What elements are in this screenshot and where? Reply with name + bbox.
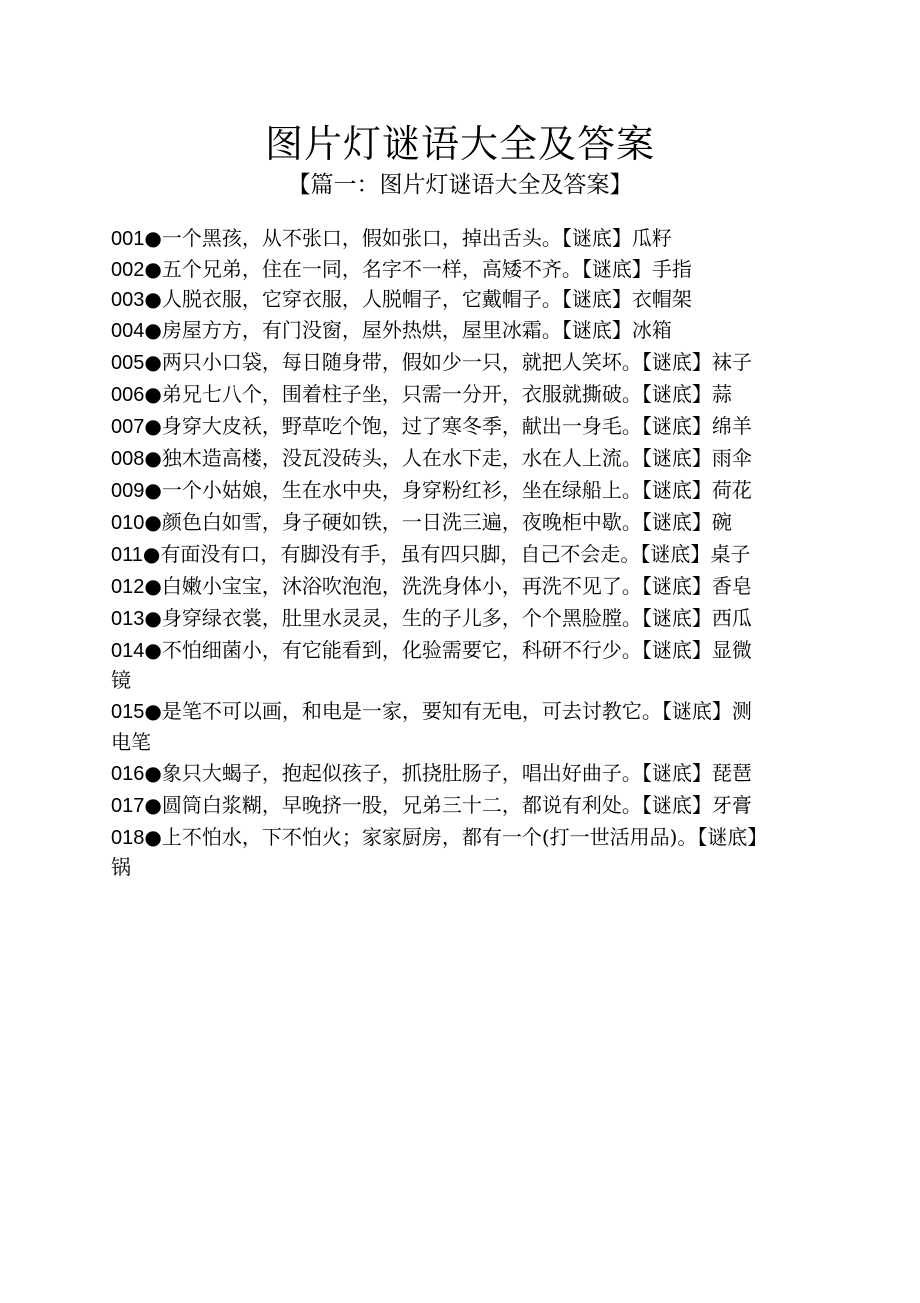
riddle-item	[111, 380, 771, 411]
riddle-text: ●不怕细菌小，有它能看到，化验需要它，科研不行少。【谜底】显微镜	[111, 637, 752, 692]
riddle-number: 007	[111, 415, 145, 438]
document-title: 图片灯谜语大全及答案	[264, 122, 655, 166]
riddle-item	[111, 636, 771, 696]
riddle-number: 017	[111, 794, 145, 817]
riddle-number: 006	[111, 383, 145, 406]
riddle-number: 018	[111, 826, 145, 849]
riddle-item	[111, 224, 771, 255]
document-subtitle: 【篇一：图片灯谜语大全及答案】	[287, 172, 633, 198]
riddle-item	[111, 540, 771, 571]
riddle-item	[111, 759, 771, 790]
riddle-number: 008	[111, 447, 145, 470]
riddle-item	[111, 572, 771, 603]
riddle-number: 009	[111, 479, 145, 502]
riddle-text: ●有面没有口，有脚没有手，虽有四只脚，自己不会走。【谜底】桌子	[142, 541, 751, 566]
riddle-text: ●独木造高楼，没瓦没砖头，人在水下走，水在人上流。【谜底】雨伞	[144, 445, 752, 470]
riddle-item	[111, 348, 771, 379]
riddle-text: ●两只小口袋，每日随身带，假如少一只，就把人笑坏。【谜底】袜子	[144, 349, 752, 374]
riddle-number: 015	[111, 701, 145, 723]
riddle-number: 001	[111, 228, 145, 250]
riddle-item	[111, 285, 771, 316]
riddle-item	[111, 508, 771, 539]
riddle-text: ●身穿绿衣裳，肚里水灵灵，生的子儿多，个个黑脸膛。【谜底】西瓜	[144, 605, 752, 630]
riddle-text: ●是笔不可以画，和电是一家，要知有无电，可去讨教它。【谜底】测电笔	[111, 699, 752, 754]
riddle-item	[111, 697, 771, 757]
riddle-item	[111, 255, 771, 286]
riddle-item	[111, 791, 771, 822]
riddle-text: ●象只大蝎子，抱起似孩子，抓挠肚肠子，唱出好曲子。【谜底】琵琶	[144, 760, 752, 785]
riddle-text: ●人脱衣服，它穿衣服，人脱帽子，它戴帽子。【谜底】衣帽架	[144, 287, 692, 311]
riddle-text: ●圆筒白浆糊，早晚挤一股，兄弟三十二，都说有利处。【谜底】牙膏	[144, 792, 752, 817]
riddle-text: ●颜色白如雪，身子硬如铁，一日洗三遍，夜晚柜中歇。【谜底】碗	[144, 509, 732, 534]
riddle-text: ●弟兄七八个，围着柱子坐，只需一分开，衣服就撕破。【谜底】蒜	[144, 381, 732, 406]
riddle-text: ●五个兄弟，住在一同，名字不一样，高矮不齐。【谜底】手指	[144, 256, 692, 281]
riddle-text: ●房屋方方，有门没窗，屋外热烘，屋里冰霜。【谜底】冰箱	[144, 317, 672, 342]
riddle-number: 002	[111, 258, 145, 281]
riddle-item	[111, 316, 771, 347]
riddle-item	[111, 604, 771, 635]
riddle-number: 003	[111, 289, 145, 311]
riddle-text: ●一个小姑娘，生在水中央，身穿粉红衫，坐在绿船上。【谜底】荷花	[144, 477, 752, 502]
riddle-item	[111, 476, 771, 507]
riddle-item	[111, 444, 771, 475]
riddle-text: ●白嫩小宝宝，沐浴吹泡泡，洗洗身体小，再洗不见了。【谜底】香皂	[144, 573, 752, 598]
riddle-number: 013	[111, 607, 145, 630]
riddle-item	[111, 823, 771, 883]
riddle-number: 005	[111, 351, 145, 374]
riddle-text: ●上不怕水，下不怕火；家家厨房，都有一个(打一世活用品)。【谜底】锅	[111, 824, 768, 879]
riddle-list	[111, 224, 771, 884]
riddle-number: 016	[111, 762, 145, 785]
riddle-text: ●一个黑孩，从不张口，假如张口，掉出舌头。【谜底】瓜籽	[144, 226, 672, 250]
riddle-number: 012	[111, 575, 145, 598]
riddle-item	[111, 412, 771, 443]
riddle-text: ●身穿大皮袄，野草吃个饱，过了寒冬季，献出一身毛。【谜底】绵羊	[144, 413, 752, 438]
riddle-number: 004	[111, 319, 145, 342]
riddle-number: 010	[111, 511, 145, 534]
riddle-number: 014	[111, 639, 145, 662]
riddle-number: 011	[111, 543, 143, 566]
